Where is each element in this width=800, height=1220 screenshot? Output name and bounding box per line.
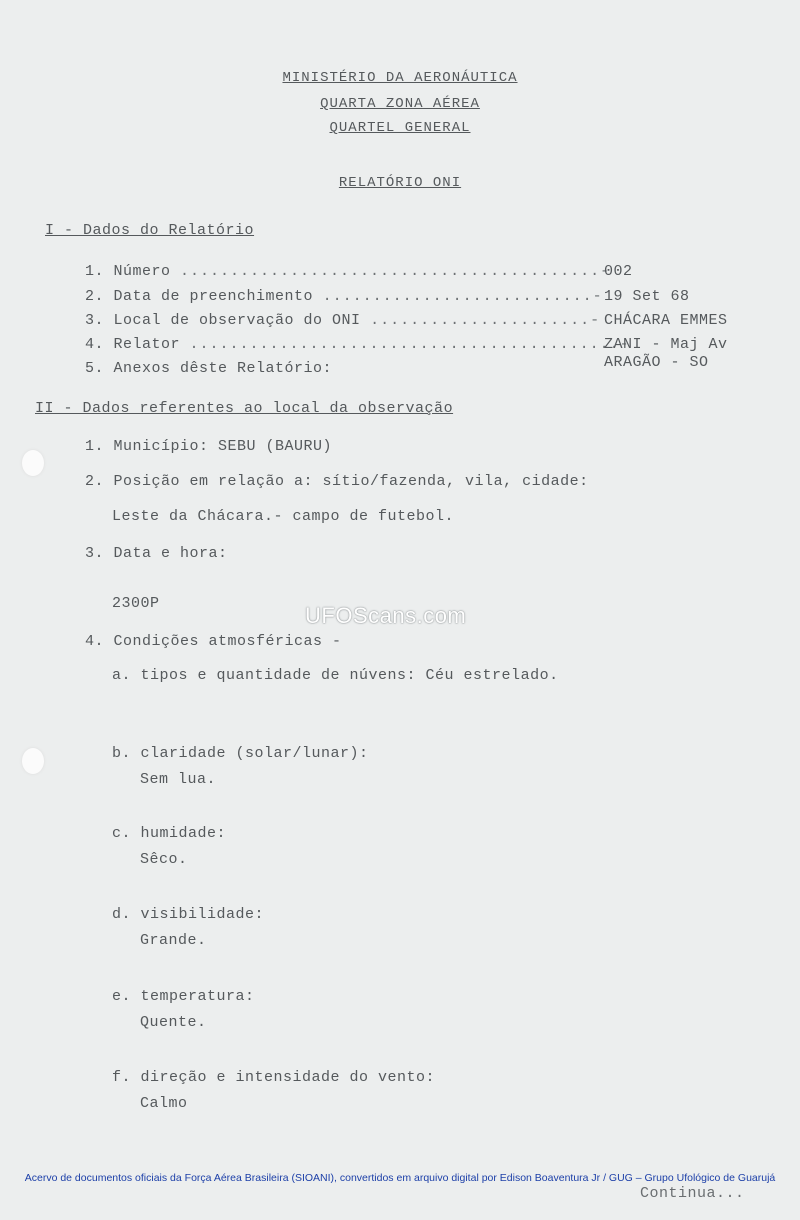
vento-value: Calmo: [140, 1095, 188, 1112]
continua-text: Continua...: [640, 1185, 745, 1202]
section1-heading: I - Dados do Relatório: [45, 222, 255, 239]
humidade-label: c. humidade:: [112, 825, 227, 842]
item-anexos: 5. Anexos dêste Relatório:: [85, 360, 333, 377]
nuvens: a. tipos e quantidade de núvens: Céu estrelado.: [112, 667, 559, 684]
data-hora-value: 2300P: [112, 595, 160, 612]
item-local: 3. Local de observação do ONI ......................-: [85, 312, 601, 329]
report-title: RELATÓRIO ONI: [338, 175, 462, 191]
condicoes-label: 4. Condições atmosféricas -: [85, 633, 342, 650]
posicao-value: Leste da Chácara.- campo de futebol.: [112, 508, 455, 525]
watermark: UFOScans.com: [305, 603, 467, 628]
item-relator: 4. Relator ...........................................-: [85, 336, 630, 353]
temperatura-label: e. temperatura:: [112, 988, 255, 1005]
claridade-value: Sem lua.: [140, 771, 217, 788]
item-anexos-value: ARAGÃO - SO: [604, 354, 709, 371]
visibilidade-label: d. visibilidade:: [112, 906, 265, 923]
vento-label: f. direção e intensidade do vento:: [112, 1069, 436, 1086]
section2-heading: II - Dados referentes ao local da observação: [35, 400, 454, 417]
claridade-label: b. claridade (solar/lunar):: [112, 745, 369, 762]
header-quartel: QUARTEL GENERAL: [329, 120, 471, 136]
item-data-value: 19 Set 68: [604, 288, 690, 305]
humidade-value: Sêco.: [140, 851, 188, 868]
header-zone: QUARTA ZONA AÉREA: [320, 96, 480, 112]
archive-footer: Acervo de documentos oficiais da Força Aérea Brasileira (SIOANI), convertidos em arquivo digital por Edison Boaventura Jr / GUG – Grupo Ufológico de Guarujá: [24, 1172, 776, 1184]
item-local-value: CHÁCARA EMMES: [604, 312, 728, 329]
posicao-label: 2. Posição em relação a: sítio/fazenda, vila, cidade:: [85, 473, 589, 490]
data-hora-label: 3. Data e hora:: [85, 545, 228, 562]
temperatura-value: Quente.: [140, 1014, 207, 1031]
municipio: 1. Município: SEBU (BAURU): [85, 438, 333, 455]
header-ministry: MINISTÉRIO DA AERONÁUTICA: [282, 70, 518, 86]
item-numero-value: 002: [604, 263, 633, 280]
punch-hole: [22, 450, 44, 476]
item-numero: 1. Número ..........................................-: [85, 263, 611, 280]
item-data: 2. Data de preenchimento ...........................-: [85, 288, 603, 305]
visibilidade-value: Grande.: [140, 932, 207, 949]
item-relator-value: ZANI - Maj Av: [604, 336, 728, 353]
punch-hole: [22, 748, 44, 774]
